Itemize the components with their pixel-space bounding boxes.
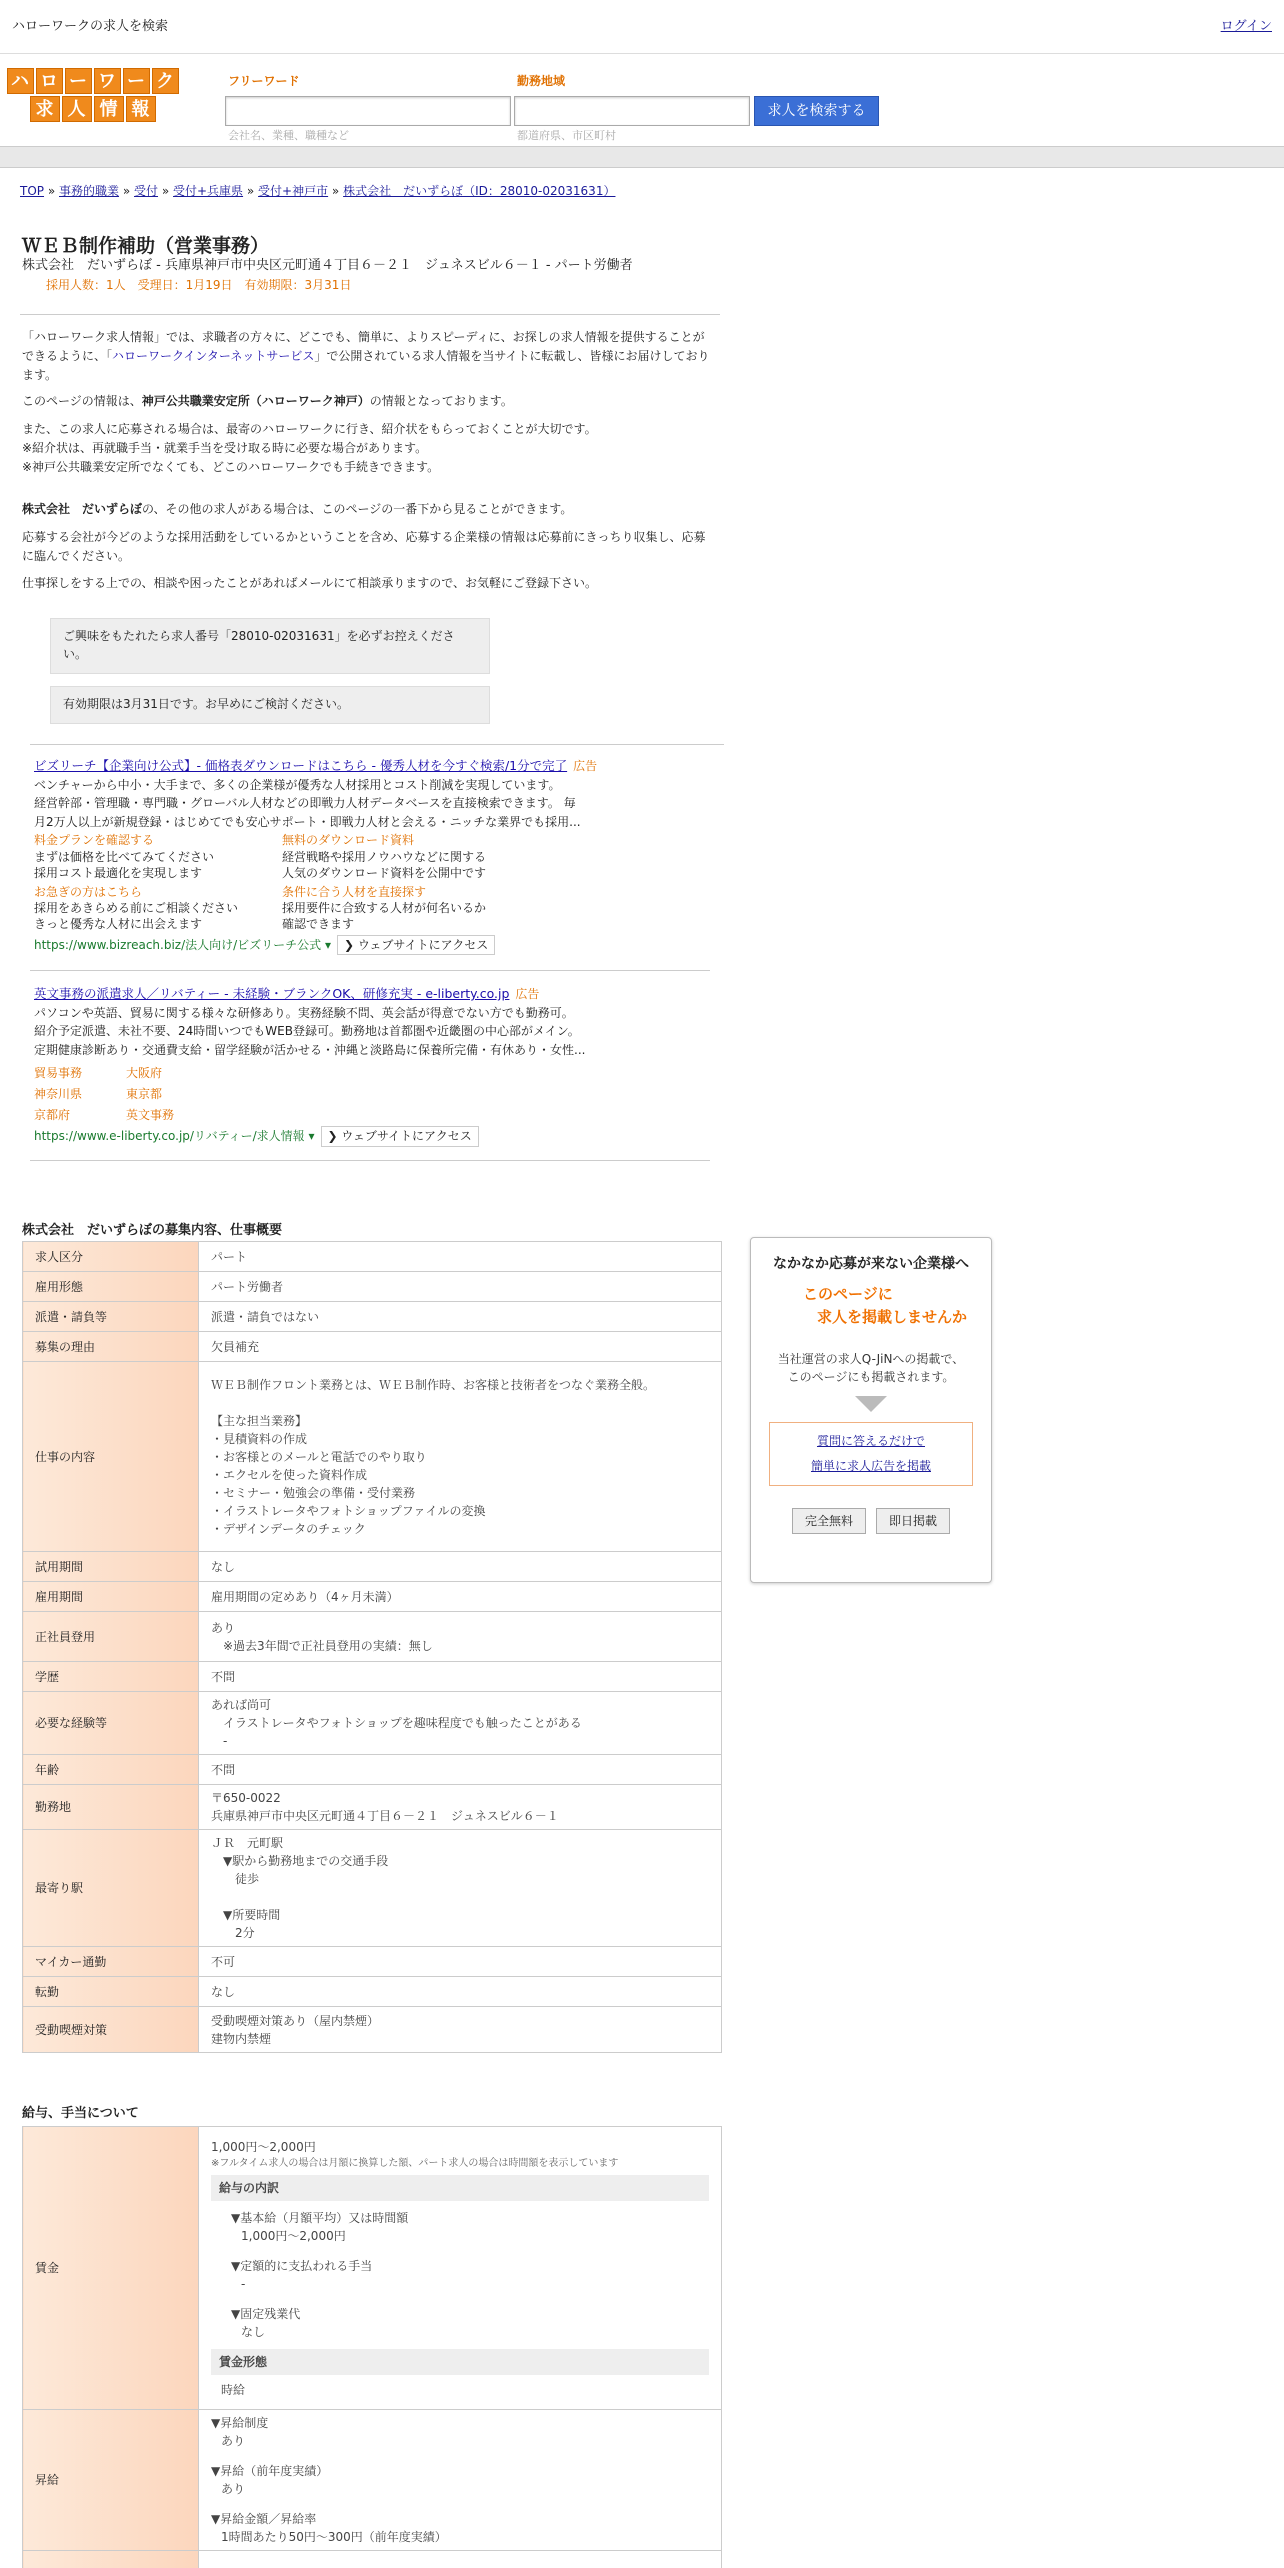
row-value: ＪＲ 元町駅 ▼駅から勤務地までの交通手段 徒歩 ▼所要時間 2分 [199, 1830, 722, 1947]
visit-website-button[interactable]: ❯ ウェブサイトにアクセス [321, 1126, 479, 1147]
row-label: 正社員登用 [23, 1612, 199, 1662]
intro-text: の、その他の求人がある場合は、このページの一番下から見ることができます。 [142, 502, 573, 516]
intro-paragraph: 応募する会社が今どのような採用活動をしているかということを含め、応募する企業様の情報は応募前にきっちり収集し、応募に臨んでください。 [22, 530, 706, 564]
table-row [23, 1362, 722, 1552]
ad-desc: 定期健康診断あり・交通費支給・留学経験が活かせる・沖縄と淡路島に保養所完備・有休あり・女性... [34, 1042, 586, 1057]
ad-sitelink-desc: 採用要件に合致する人材が何名いるか 確認できます [282, 901, 487, 932]
logo-char: 報 [126, 96, 156, 122]
next-row-label [23, 2551, 199, 2568]
ad-tag: 広告 [515, 987, 540, 1001]
ad-desc: 紹介予定派遣、未社不要、24時間いつでもWEB登録可。勤務地は首都圏や近畿圏の中心部がメイン。 [34, 1024, 580, 1039]
divider [30, 744, 724, 745]
wage-form-value: 時給 [221, 2382, 246, 2397]
ad-title-link[interactable]: ビズリーチ【企業向け公式】- 価格表ダウンロードはこちら - 優秀人材を今すぐ検索/1分で完了 [34, 758, 568, 773]
row-value: 派遣・請負ではない [199, 1302, 722, 1332]
wage-form-title: 賃金形態 [211, 2349, 709, 2375]
intro-text: 「ハローワーク求人情報」では、求職者の方々に、どこでも、簡単に、よりスピーディに、お探しの求人情報を提供することができるように、「 [22, 330, 705, 364]
table-row [23, 1582, 722, 1612]
intro-text: また、この求人に応募される場合は、最寄のハローワークに行き、紹介状をもらっておくことが大切です。 [22, 422, 597, 436]
advertise-text: 当社運営の求人Q-JiNへの掲載で、 [777, 1351, 965, 1366]
top-bar [0, 0, 1284, 54]
ad-chip[interactable]: 大阪府 [126, 1066, 163, 1081]
raise-actual-value: あり [221, 2482, 246, 2496]
salary-heading: 給与、手当について [22, 2106, 139, 2121]
visit-website-button[interactable]: ❯ ウェブサイトにアクセス [337, 935, 495, 956]
logo-char: ロ [36, 68, 63, 94]
ad-sitelink[interactable]: お急ぎの方はこちら [34, 884, 143, 899]
search-button[interactable]: 求人を検索する [754, 96, 879, 126]
wage-note: ※フルタイム求人の場合は月額に換算した額、パート求人の場合は時間額を表示しています [211, 2157, 619, 2169]
area-input[interactable] [514, 96, 750, 126]
row-label: 仕事の内容 [23, 1362, 199, 1552]
hellowork-internet-link[interactable]: ハローワークインターネットサービス [112, 349, 315, 364]
breadcrumb-top[interactable]: TOP [20, 184, 45, 198]
ad-desc: パソコンや英語、貿易に関する様々な研修あり。実務経験不問、英会話が得意でない方でも勤務可。 [34, 1005, 574, 1020]
table-row [23, 1830, 722, 1947]
breadcrumb: TOP » 事務的職業 » 受付 » 受付+兵庫県 » 受付+神戸市 » 株式会社 だいずらぼ（ID：28010-02031631） [20, 184, 616, 198]
row-value: 不問 [199, 1755, 722, 1785]
logo-char: ー [65, 68, 92, 94]
row-value: 受動喫煙対策あり（屋内禁煙） 建物内禁煙 [199, 2007, 722, 2053]
intro-text: このページの情報は、 [22, 394, 142, 408]
divider-band [0, 146, 1284, 168]
base-pay-label: ▼基本給（月額平均）又は時間額 [231, 2210, 409, 2225]
page-title: ＷＥＢ制作補助（営業事務） [22, 235, 270, 257]
overtime-label: ▼固定残業代 [231, 2306, 301, 2321]
freeword-input[interactable] [225, 96, 511, 126]
allowance-value: - [241, 2276, 246, 2291]
table-row [23, 1332, 722, 1362]
job-number-note: ご興味をもたれたら求人番号「28010-02031631」を必ずお控えください。 [50, 618, 490, 674]
login-link[interactable]: ログイン [1220, 18, 1272, 34]
ad-sitelink[interactable]: 無料のダウンロード資料 [282, 833, 415, 848]
intro-text: の情報となっております。 [369, 394, 513, 408]
row-value: ＷＥＢ制作フロント業務とは、ＷＥＢ制作時、お客様と技術者をつなぐ業務全般。 【主な担当業務】 ・見積資料の作成 ・お客様とのメールと電話でのやり取り ・エクセルを使った資料作成 ・セミナー・勉強会の準備・受付業務 ・イラストレータやフォトショップファイルの変換 ・デザインデータのチェック [199, 1362, 722, 1552]
table-row [23, 1947, 722, 1977]
row-value: あれば尚可 イラストレータやフォトショップを趣味程度でも触ったことがある - [199, 1692, 722, 1755]
breadcrumb-category[interactable]: 事務的職業 [59, 184, 120, 198]
row-label: 受動喫煙対策 [23, 2007, 199, 2053]
row-value: 欠員補充 [199, 1332, 722, 1362]
free-badge-button[interactable]: 完全無料 [792, 1508, 866, 1534]
row-label: 必要な経験等 [23, 1692, 199, 1755]
intro-paragraph [22, 420, 712, 478]
row-label: 転勤 [23, 1977, 199, 2007]
advertise-links [769, 1422, 973, 1486]
row-value: 〒650-0022 兵庫県神戸市中央区元町通４丁目６－２１ ジュネスビル６－１ [199, 1785, 722, 1830]
logo-char: 人 [62, 96, 92, 122]
logo-char: ワ [94, 68, 121, 94]
advertise-link[interactable]: 簡単に求人広告を掲載 [810, 1458, 931, 1473]
logo-char: ク [152, 68, 179, 94]
row-value: 雇用期間の定めあり（4ヶ月未満） [199, 1582, 722, 1612]
ad-chip[interactable]: 京都府 [34, 1108, 71, 1123]
table-row [23, 1272, 722, 1302]
header [0, 54, 1284, 146]
table-row [23, 1977, 722, 2007]
salary-table [22, 2126, 722, 2568]
row-value: 不可 [199, 1947, 722, 1977]
logo-char: 情 [94, 96, 124, 122]
intro-paragraph [22, 328, 712, 386]
row-label: 試用期間 [23, 1552, 199, 1582]
row-value: なし [199, 1552, 722, 1582]
table-row [23, 2007, 722, 2053]
overtime-value: なし [241, 2324, 266, 2339]
hellowork-logo[interactable] [5, 68, 180, 124]
advertise-box [750, 1237, 992, 1583]
divider [20, 314, 720, 315]
down-arrow-icon [855, 1396, 887, 1412]
row-value: なし [199, 1977, 722, 2007]
raise-amount-label: ▼昇給金額／昇給率 [211, 2512, 317, 2526]
intro-paragraph: 仕事探しをする上での、相談や困ったことがあればメールにて相談承りますので、お気軽にご登録下さい。 [22, 576, 598, 590]
divider [30, 970, 710, 971]
raise-system-label: ▼昇給制度 [211, 2416, 269, 2430]
row-label: 雇用形態 [23, 1272, 199, 1302]
wage-range: 1,000円〜2,000円 [211, 2139, 316, 2154]
row-label: 募集の理由 [23, 1332, 199, 1362]
table-row [23, 1785, 722, 1830]
area-label: 勤務地域 [517, 74, 566, 88]
row-label: 学歴 [23, 1662, 199, 1692]
raise-amount-value: 1時間あたり50円〜300円（前年度実績） [221, 2530, 447, 2544]
row-value: あり ※過去3年間で正社員登用の実績：無し [199, 1612, 722, 1662]
divider [30, 1160, 710, 1161]
same-day-button[interactable]: 即日掲載 [876, 1508, 950, 1534]
raise-label: 昇給 [23, 2410, 199, 2551]
ad-desc: ベンチャーから中小・大手まで、多くの企業様が優秀な人材採用とコスト削減を実現しています。 [34, 777, 561, 792]
raise-system-value: あり [221, 2434, 246, 2448]
ad-sitelink-desc: まずは価格を比べてみてください 採用コスト最適化を実現します [34, 849, 215, 880]
freeword-placeholder: 会社名、業種、職種など [228, 129, 349, 142]
row-label: 年齢 [23, 1755, 199, 1785]
logo-char: ー [123, 68, 150, 94]
allowance-label: ▼定額的に支払われる手当 [231, 2258, 373, 2273]
raise-actual-label: ▼昇給（前年度実績） [211, 2464, 329, 2478]
breakdown-title: 給与の内訳 [211, 2175, 709, 2201]
table-row [23, 1552, 722, 1582]
job-subtitle: 株式会社 だいずらぼ - 兵庫県神戸市中央区元町通４丁目６－２１ ジュネスビル６－１ - パート労働者 [22, 258, 633, 273]
table-row [23, 1612, 722, 1662]
ad-chip[interactable]: 神奈川県 [34, 1087, 83, 1102]
ad-title-link[interactable]: 英文事務の派遣求人／リバティー - 未経験・ブランクOK、研修充実 - e-liberty.co.jp [34, 986, 510, 1001]
intro-paragraph [22, 392, 712, 411]
table-row [23, 1302, 722, 1332]
logo-char: ハ [7, 68, 34, 94]
intro-text: ※紹介状は、再就職手当・就業手当を受け取る時に必要な場合があります。 [22, 441, 428, 456]
ad-url[interactable]: https://www.bizreach.biz/法人向け/ビズリーチ公式 [34, 937, 322, 952]
ad-block: 英文事務の派遣求人／リバティー - 未経験・ブランクOK、研修充実 - e-liberty.co.jp 広告 パソコンや英語、貿易に関する様々な研修あり。実務経験不問、英会話が得意でない方でも勤務可。 紹介予定派遣、未社不要、24時間いつでもWEB登録可。勤務地は首都圏や近畿圏の中心部がメイン。 定期健康診断あり・交通費支給・留学経験が活かせる・沖縄と淡路島に保養所完備・有休あり・女性... 貿易事務 大阪府 神奈川県 東京都 京都府 英文事務 https://www.e-liberty.co.jp/リバティー/求人情報 ▾ ❯ ウェブサイトにアクセス [34, 984, 714, 1147]
advertise-promo: このページに [803, 1285, 893, 1303]
ad-desc: 月2万人以上が新規登録・はじめてでも安心サポート・即戦力人材と会える・ニッチな業界でも採用... [34, 814, 581, 829]
intro-paragraph [22, 500, 712, 519]
advertise-text: このページにも掲載されます。 [787, 1369, 955, 1384]
row-label: 雇用期間 [23, 1582, 199, 1612]
visit-label: ウェブサイトにアクセス [341, 1129, 472, 1144]
row-value: パート [199, 1242, 722, 1272]
ad-sitelink-desc: 経営戦略や採用ノウハウなどに関する 人気のダウンロード資料を公開中です [282, 849, 487, 880]
row-label: 求人区分 [23, 1242, 199, 1272]
intro-text: 」で公開されている求人情報を当サイトに転載し、皆様にお届けしております。 [22, 349, 710, 383]
ad-url[interactable]: https://www.e-liberty.co.jp/リバティー/求人情報 [34, 1129, 305, 1144]
ad-sitelink-desc: 採用をあきらめる前にご相談ください きっと優秀な人材に出会えます [34, 901, 239, 932]
logo-char: 求 [30, 96, 60, 122]
deadline-note: 有効期限は3月31日です。お早めにご検討ください。 [50, 686, 490, 724]
ad-desc: 経営幹部・管理職・専門職・グローバル人材などの即戦力人材データベースを直接検索できます。 毎 [34, 796, 576, 811]
details-heading: 株式会社 だいずらぼの募集内容、仕事概要 [22, 1223, 283, 1238]
row-label: 勤務地 [23, 1785, 199, 1830]
job-meta: 採用人数：1人 受理日：1月19日 有効期限：3月31日 [46, 278, 352, 292]
row-value: 不問 [199, 1662, 722, 1692]
ad-sitelink[interactable]: 条件に合う人材を直接探す [282, 884, 427, 899]
details-table [22, 1241, 722, 2053]
ad-chip[interactable]: 英文事務 [126, 1108, 175, 1123]
row-value: パート労働者 [199, 1272, 722, 1302]
freeword-label: フリーワード [228, 74, 300, 88]
advertise-heading: なかなか応募が来ない企業様へ [773, 1256, 969, 1272]
row-label: 派遣・請負等 [23, 1302, 199, 1332]
breadcrumb-pref[interactable]: 受付+兵庫県 [173, 184, 244, 198]
office-name: 神戸公共職業安定所（ハローワーク神戸） [141, 394, 370, 408]
ad-chip[interactable]: 東京都 [126, 1087, 163, 1102]
area-placeholder: 都道府県、市区町村 [517, 129, 616, 142]
ad-sitelink[interactable]: 料金プランを確認する [34, 833, 155, 848]
breadcrumb-company[interactable]: 株式会社 だいずらぼ（ID：28010-02031631） [343, 184, 616, 198]
table-row [23, 1692, 722, 1755]
advertise-promo: 求人を掲載しませんか [817, 1308, 968, 1327]
visit-label: ウェブサイトにアクセス [357, 937, 489, 952]
intro-text: ※神戸公共職業安定所でなくても、どこのハローワークでも手続きできます。 [22, 460, 440, 475]
wage-label: 賃金 [23, 2127, 199, 2410]
table-row [23, 1662, 722, 1692]
company-name: 株式会社 だいずらぼ [22, 502, 143, 516]
ad-tag: 広告 [573, 759, 598, 773]
row-label: 最寄り駅 [23, 1830, 199, 1947]
base-pay-value: 1,000円〜2,000円 [241, 2228, 346, 2243]
breadcrumb-city[interactable]: 受付+神戸市 [258, 184, 329, 198]
ad-chip[interactable]: 貿易事務 [34, 1066, 83, 1081]
site-title: ハローワークの求人を検索 [12, 18, 169, 34]
breadcrumb-job[interactable]: 受付 [134, 184, 159, 198]
ad-block: ビズリーチ【企業向け公式】- 価格表ダウンロードはこちら - 優秀人材を今すぐ検索/1分で完了 広告 ベンチャーから中小・大手まで、多くの企業様が優秀な人材採用とコスト削減を実現しています。 経営幹部・管理職・専門職・グローバル人材などの即戦力人材データベースを直接検索できます。 毎 月2万人以上が新規登録・はじめてでも安心サポート・即戦力人材と会える・ニッチな業界でも採用... 料金プランを確認する まずは価格を比べてみてください 採用コスト最適化を実現します 無料のダウンロード資料 経営戦略や採用ノウハウなどに関する 人気のダウンロード資料を公開中です お急ぎの方はこちら 採用をあきらめる前にご相談ください きっと優秀な人材に出会えます 条件に合う人材を直接探す 採用要件に合致する人材が何名いるか 確認できます https://www.bizreach.biz/法人向け/ビズリーチ公式 ▾ ❯ ウェブサイトにアクセス [34, 756, 714, 955]
advertise-link[interactable]: 質問に答えるだけで [816, 1433, 925, 1448]
table-row [23, 1242, 722, 1272]
table-row [23, 1755, 722, 1785]
row-label: マイカー通勤 [23, 1947, 199, 1977]
